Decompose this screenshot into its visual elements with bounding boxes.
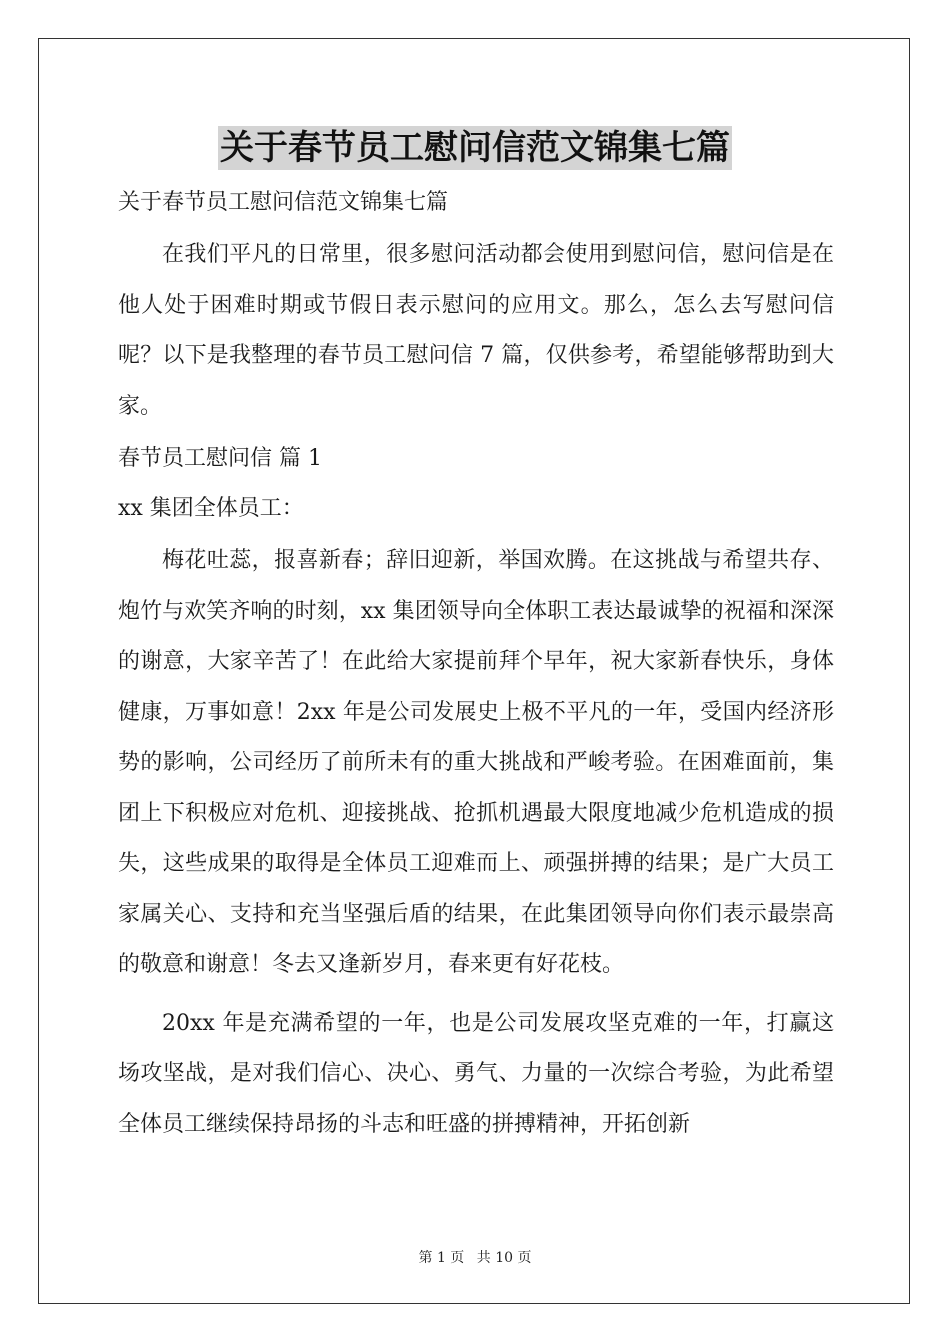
page-number: 第 1 页	[418, 1250, 465, 1266]
body-paragraph-2: 20xx 年是充满希望的一年，也是公司发展攻坚克难的一年，打赢这场攻坚战，是对我们信心、决心、勇气、力量的一次综合考验，为此希望全体员工继续保持昂扬的斗志和旺盛的拼搏精神，开拓创新	[118, 1010, 834, 1137]
page-total: 共 10 页	[476, 1250, 532, 1266]
document-title: 关于春节员工慰问信范文锦集七篇	[220, 128, 730, 168]
body-paragraph-1: 梅花吐蕊，报喜新春；辞旧迎新，举国欢腾。在这挑战与希望共存、炮竹与欢笑齐响的时刻，xx 集团领导向全体职工表达最诚挚的祝福和深深的谢意，大家辛苦了！在此给大家提前拜个早年，祝大家新春快乐，身体健康，万事如意！2xx 年是公司发展史上极不平凡的一年，受国内经济形势的影响，公司经历了前所未有的重大挑战和严峻考验。在困难面前，集团上下积极应对危机、迎接挑战、抢抓机遇最大限度地减少危机造成的损失，这些成果的取得是全体员工迎难而上、顽强拼搏的结果；是广大员工家属关心、支持和充当坚强后盾的结果，在此集团领导向你们表示最崇高的敬意和谢意！冬去又逢新岁月，春来更有好花枝。	[118, 548, 834, 977]
section-heading: 春节员工慰问信 篇 1	[118, 446, 322, 471]
document-subtitle: 关于春节员工慰问信范文锦集七篇	[118, 190, 449, 215]
intro-paragraph: 在我们平凡的日常里，很多慰问活动都会使用到慰问信，慰问信是在他人处于困难时期或节假日表示慰问的应用文。那么，怎么去写慰问信呢？以下是我整理的春节员工慰问信 7 篇，仅供参考，希望能够帮助到大家。	[118, 242, 834, 419]
document-body	[118, 180, 834, 1150]
salutation: xx 集团全体员工：	[118, 496, 304, 521]
page-footer	[0, 1247, 950, 1267]
title-container	[0, 126, 950, 170]
